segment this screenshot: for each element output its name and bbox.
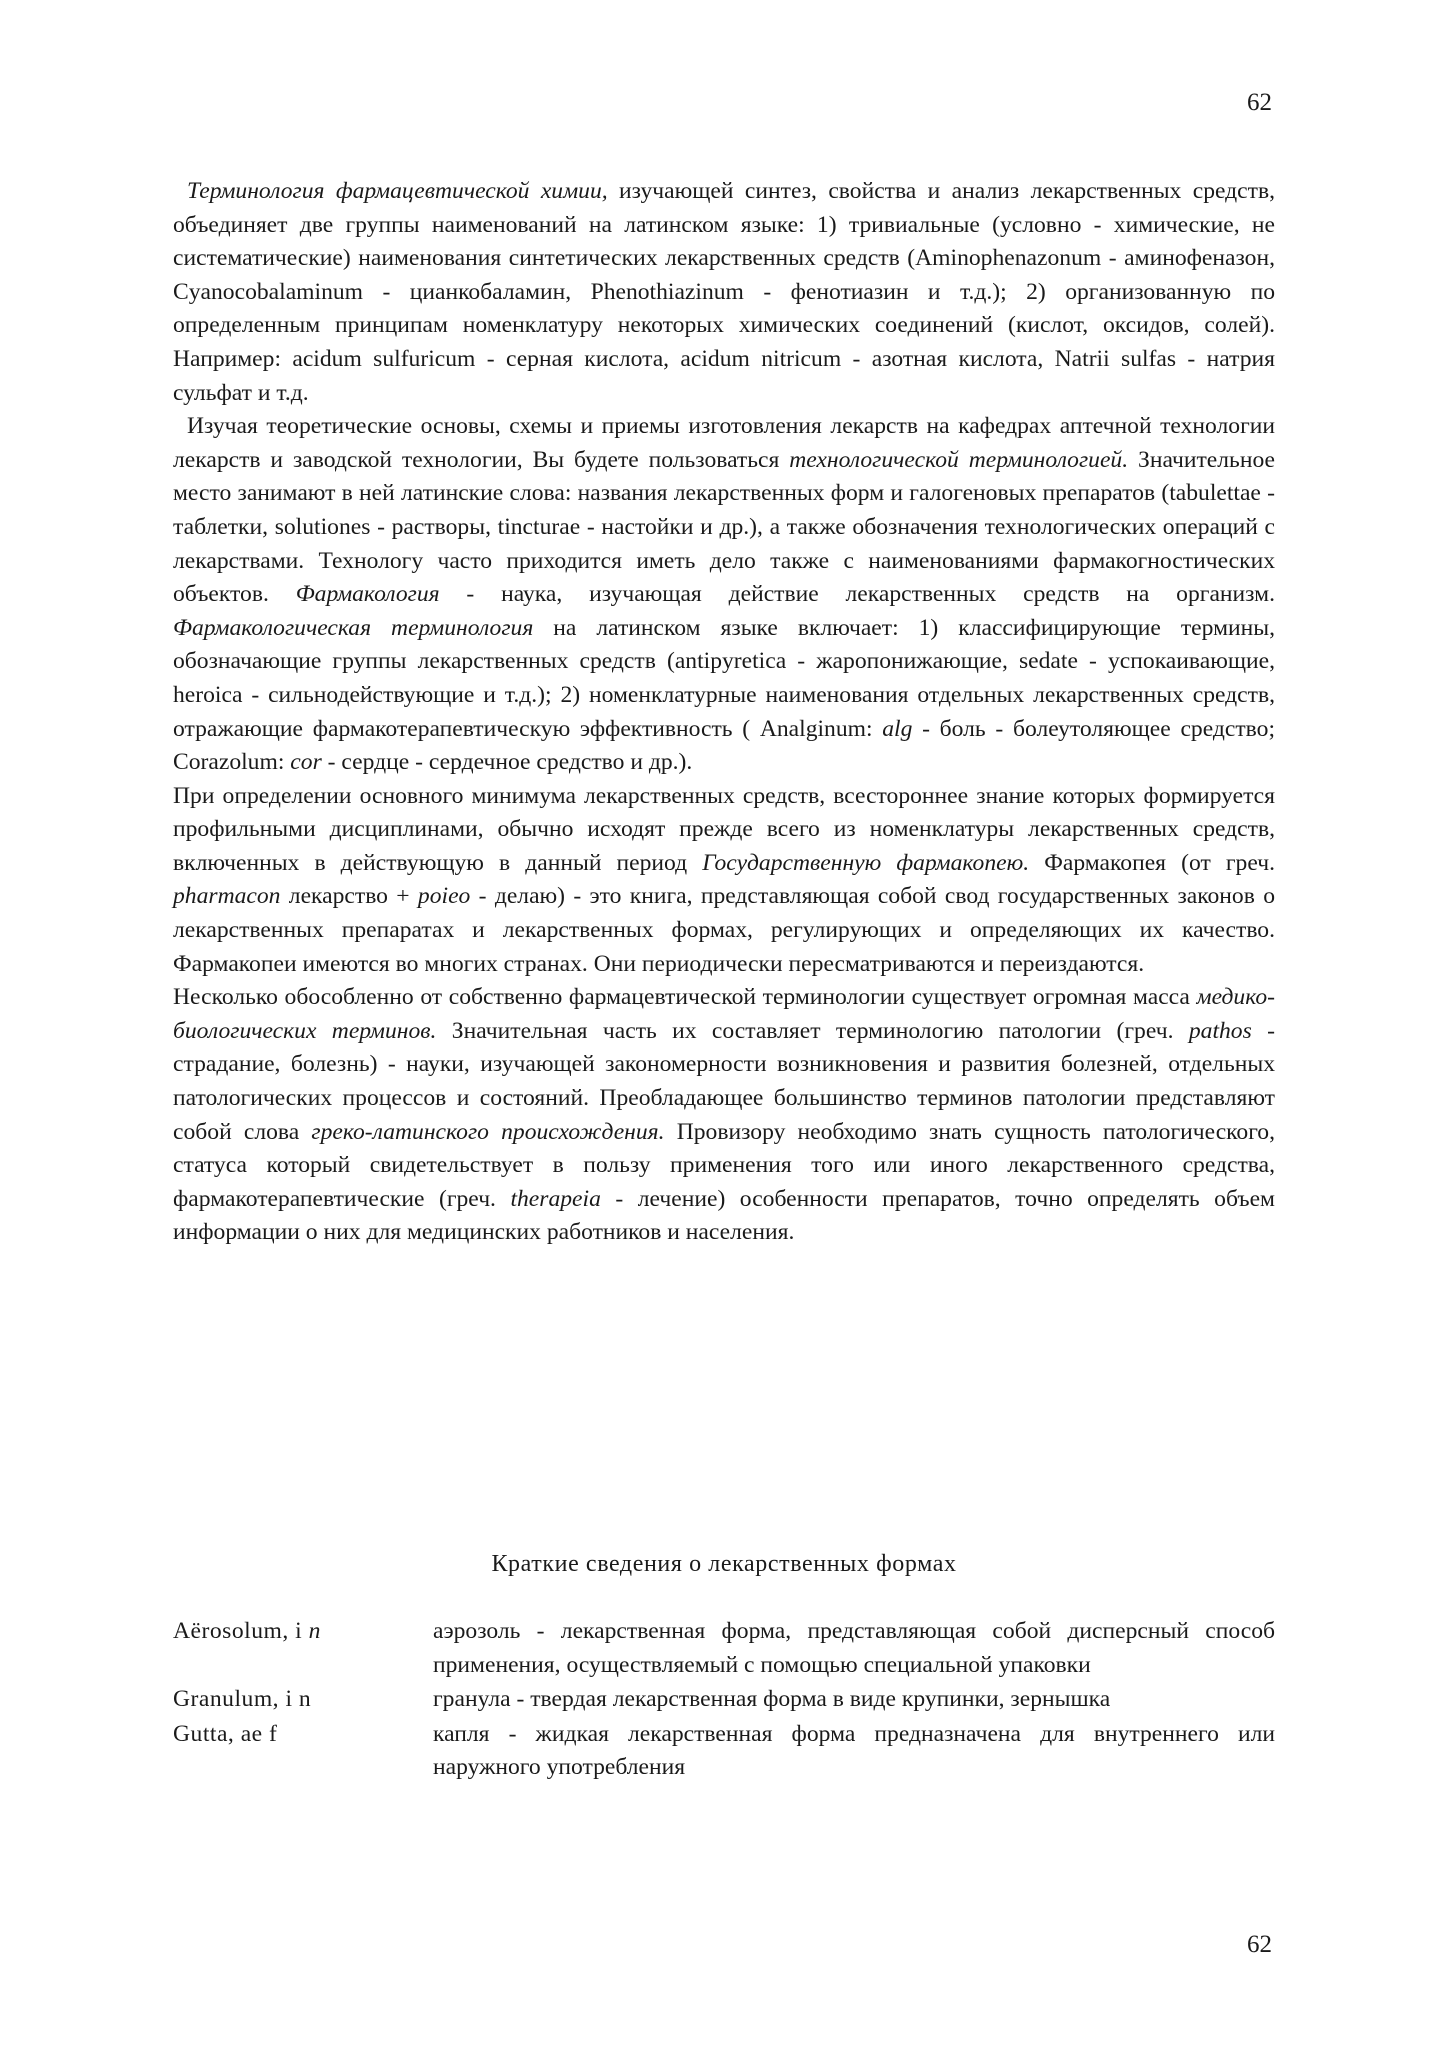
definition-text: гранула - твердая лекарственная форма в виде крупинки, зернышка bbox=[433, 1686, 1111, 1713]
paragraph bbox=[173, 175, 1275, 410]
text-run: - лечение) особенности препаратов, точно определять объем информации о них для медицинских работников и населения. bbox=[173, 1185, 1275, 1246]
definition-term: Granulum, i n bbox=[173, 1686, 312, 1713]
text-run: Несколько обособленно от собственно фармацевтической терминологии существует огромная масса bbox=[173, 984, 1197, 1011]
definition-term: Aёrosolum, i n bbox=[173, 1618, 321, 1644]
paragraph bbox=[173, 410, 1275, 780]
definition-row bbox=[173, 1683, 1275, 1717]
text-run: Изучая теоретические основы, схемы и приемы изготовления лекарств на кафедрах аптечной технологии лекарств и заводской технологии, Вы будете пользоваться bbox=[173, 413, 1275, 473]
italic-text-run: Фармакологическая терминология bbox=[173, 614, 534, 641]
italic-text-run: cor bbox=[290, 749, 322, 776]
text-run: Фармакопея (от греч. bbox=[1029, 849, 1275, 876]
text-run: Значительная часть их составляет терминологию патологии (греч. bbox=[436, 1017, 1189, 1044]
italic-text-run: pharmacon bbox=[173, 883, 281, 910]
text-run: лекарство + bbox=[280, 883, 418, 910]
text-run: Провизору необходимо знать сущность патологического, статуса который свидетельствует в пользу применения того или иного лекарственного средства, фармакотерапевтические (греч. bbox=[173, 1118, 1276, 1212]
text-run: При определении основного минимума лекарственных средств, всестороннее знание которых формируется профильными дисциплинами, обычно исходят прежде всего из номенклатуры лекарственных средств, включенных в действующую в данный период bbox=[173, 782, 1275, 876]
italic-text-run: Фармакология bbox=[295, 581, 440, 608]
italic-text-run: therapeia bbox=[510, 1185, 601, 1212]
definition-list bbox=[173, 1615, 1275, 1786]
text-run: - боль - болеутоляющее средство; Corazolum: bbox=[173, 715, 1275, 776]
italic-text-run: технологической терминологией. bbox=[789, 446, 1129, 473]
italic-text-run: poieo bbox=[417, 883, 471, 910]
italic-text-run: alg bbox=[882, 715, 913, 742]
italic-text-run: медико-биологических терминов. bbox=[173, 984, 1275, 1044]
definition-row bbox=[173, 1718, 1275, 1785]
italic-text-run: Государственную фармакопею. bbox=[702, 849, 1030, 876]
text-run: - делаю) - это книга, представляющая собой свод государственных законов о лекарственных препаратах и лекарственных формах, регулирующих и определяющих их качество. Фармакопеи имеются во многих странах. Они периодически пересматриваются и переиздаются. bbox=[173, 883, 1275, 977]
italic-text-run: греко-латинского происхождения. bbox=[311, 1118, 665, 1145]
page-number-bottom: 62 bbox=[1247, 1931, 1272, 1958]
text-run: - страдание, болезнь) - науки, изучающей закономерности возникновения и развития болезней, отдельных патологических процессов и состояний. Преобладающее большинство терминов патологии представляют собой слова bbox=[173, 1017, 1275, 1145]
definition-text: капля - жидкая лекарственная форма предназначена для внутреннего или наружного употребления bbox=[433, 1720, 1275, 1781]
paragraph bbox=[173, 981, 1275, 1250]
body-text bbox=[173, 175, 1275, 1250]
definition-text: аэрозоль - лекарственная форма, представляющая собой дисперсный способ применения, осуществляемый с помощью специальной упаковки bbox=[433, 1618, 1275, 1678]
definition-row bbox=[173, 1615, 1275, 1682]
text-run: - сердце - сердечное средство и др.). bbox=[321, 749, 693, 776]
definition-term: Gutta, ae f bbox=[173, 1720, 278, 1747]
text-run: Значительное место занимают в ней латинские слова: названия лекарственных форм и галогеновых препаратов (tabulettae - таблетки, solutiones - растворы, tincturae - настойки и др.), а также обозначения технологических операций с лекарствами. Технологу часто приходится иметь дело также с наименованиями фармакогностических объектов. bbox=[173, 446, 1275, 608]
section-heading: Краткие сведения о лекарственных формах bbox=[491, 1551, 957, 1577]
paragraph bbox=[173, 780, 1275, 982]
italic-text-run: pathos bbox=[1188, 1017, 1252, 1044]
text-run: - наука, изучающая действие лекарственных средств на организм. bbox=[439, 581, 1275, 608]
text-run: на латинском языке включает: 1) классифицирующие термины, обозначающие группы лекарственных средств (antipyretica - жаропонижающие, sedate - успокаивающие, heroica - сильнодействующие и т.д.); 2) номенклатурные наименования отдельных лекарственных средств, отражающие фармакотерапевтическую эффективность ( Analginum: bbox=[173, 614, 1275, 742]
italic-text-run: Терминология фармацевтической химии, bbox=[187, 178, 608, 204]
text-run: изучающей синтез, свойства и анализ лекарственных средств, объединяет две группы наименований на латинском языке: 1) тривиальные (условно - химические, не систематические) наименования синтетических лекарственных средств (Aminophenazonum - аминофеназон, Cyanocobalaminum - цианкобаламин, Phenothiazinum - фенотиазин и т.д.); 2) организованную по определенным принципам номенклатуру некоторых химических соединений (кислот, оксидов, солей). Например: acidum sulfuricum - серная кислота, acidum nitricum - азотная кислота, Natrii sulfas - натрия сульфат и т.д. bbox=[173, 178, 1275, 406]
page-number-top: 62 bbox=[1247, 89, 1272, 116]
